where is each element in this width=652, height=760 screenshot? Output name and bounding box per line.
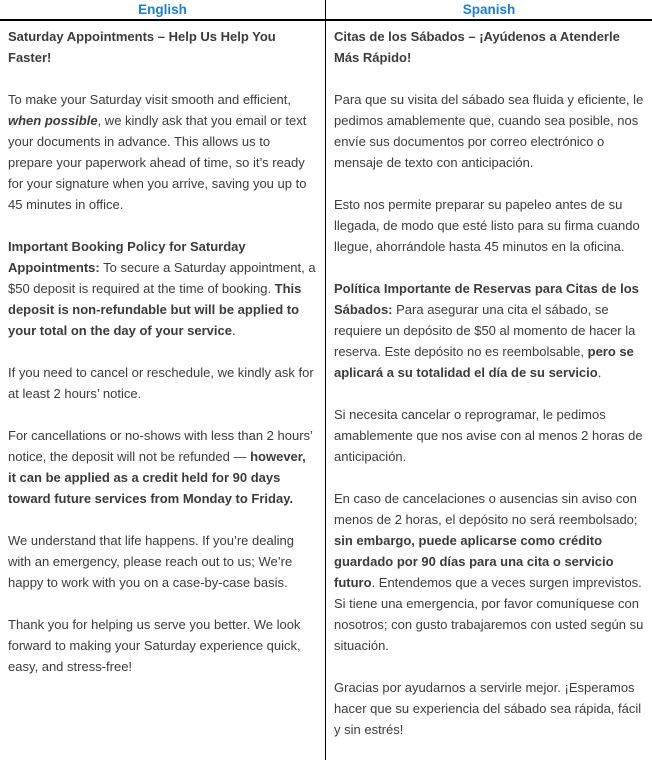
- paragraph: [8, 614, 317, 677]
- paragraph: [334, 194, 644, 257]
- paragraph: [8, 89, 317, 215]
- paragraph: [8, 530, 317, 593]
- text-run: Thank you for helping us serve you better. We look forward to making your Saturday experience quick, easy, and stress-free!: [8, 617, 301, 674]
- text-run: Para asegurar una cita el sábado, se requiere un depósito de $50 al momento de hacer la reserva. Este depósito no es reembolsable,: [334, 302, 636, 359]
- text-run: . Entendemos que a veces surgen imprevistos. Si tiene una emergencia, por favor comuníquese con nosotros; con gusto trabajaremos con usted según su situación.: [334, 575, 644, 653]
- paragraph: [8, 425, 317, 509]
- text-run: To secure a Saturday appointment, a $50 deposit is required at the time of booking.: [8, 260, 316, 296]
- text-run: Política Importante de Reservas para Citas de los Sábados:: [334, 281, 639, 317]
- paragraph: [334, 404, 644, 467]
- spanish-column-cell: [326, 21, 652, 760]
- text-run: , we kindly ask that you email or text your documents in advance. This allows us to prepare your paperwork ahead of time, so it’s ready for your signature when you arrive, saving you up to 45 minutes in office.: [8, 113, 307, 212]
- text-run: This deposit is non-refundable but will be applied to your total on the day of your service: [8, 281, 302, 338]
- column-header-english: English: [0, 0, 326, 19]
- text-run: .: [231, 323, 236, 338]
- paragraph: [334, 278, 644, 383]
- text-run: Gracias por ayudarnos a servirle mejor. ¡Esperamos hacer que su experiencia del sábado sea rápida, fácil y sin estrés!: [334, 680, 642, 737]
- english-column-cell: [0, 21, 326, 760]
- text-run: when possible: [8, 113, 98, 128]
- text-run: .: [597, 365, 602, 380]
- text-run: We understand that life happens. If you’re dealing with an emergency, please reach out to us; We’re happy to work with you on a case-by-case basis.: [8, 533, 294, 590]
- text-run: Important Booking Policy for Saturday Appointments:: [8, 239, 246, 275]
- paragraph: [334, 89, 644, 173]
- table-header-row: [0, 0, 652, 21]
- table-body-row: [0, 21, 652, 760]
- column-header-spanish: Spanish: [462, 2, 516, 17]
- text-run: En caso de cancelaciones o ausencias sin aviso con menos de 2 horas, el depósito no será reembolsado;: [334, 491, 638, 527]
- text-run: sin embargo, puede aplicarse como crédito guardado por 90 días para una cita o servicio futuro: [334, 533, 614, 590]
- text-run: Citas de los Sábados – ¡Ayúdenos a Atenderle Más Rápido!: [334, 29, 620, 65]
- text-run: Si necesita cancelar o reprogramar, le pedimos amablemente que nos avise con al menos 2 horas de anticipación.: [334, 407, 643, 464]
- text-run: Para que su visita del sábado sea fluida y eficiente, le pedimos amablemente que, cuando sea posible, nos envíe sus documentos por correo electrónico o mensaje de texto con anticipación.: [334, 92, 644, 170]
- paragraph: [334, 488, 644, 656]
- text-run: Esto nos permite preparar su papeleo antes de su llegada, de modo que esté listo para su firma cuando llegue, ahorrándole hasta 45 minutos en la oficina.: [334, 197, 640, 254]
- paragraph: [8, 362, 317, 404]
- text-run: To make your Saturday visit smooth and efficient,: [8, 92, 292, 107]
- text-run: For cancellations or no-shows with less than 2 hours’ notice, the deposit will not be refunded —: [8, 428, 313, 464]
- paragraph: [334, 677, 644, 740]
- paragraph: [8, 26, 317, 68]
- text-run: Saturday Appointments – Help Us Help You Faster!: [8, 29, 276, 65]
- text-run: however, it can be applied as a credit held for 90 days toward future services from Monday to Friday.: [8, 449, 306, 506]
- paragraph: [8, 236, 317, 341]
- paragraph: [334, 26, 644, 68]
- text-run: If you need to cancel or reschedule, we kindly ask for at least 2 hours’ notice.: [8, 365, 314, 401]
- text-run: pero se aplicará a su totalidad el día de su servicio: [334, 344, 634, 380]
